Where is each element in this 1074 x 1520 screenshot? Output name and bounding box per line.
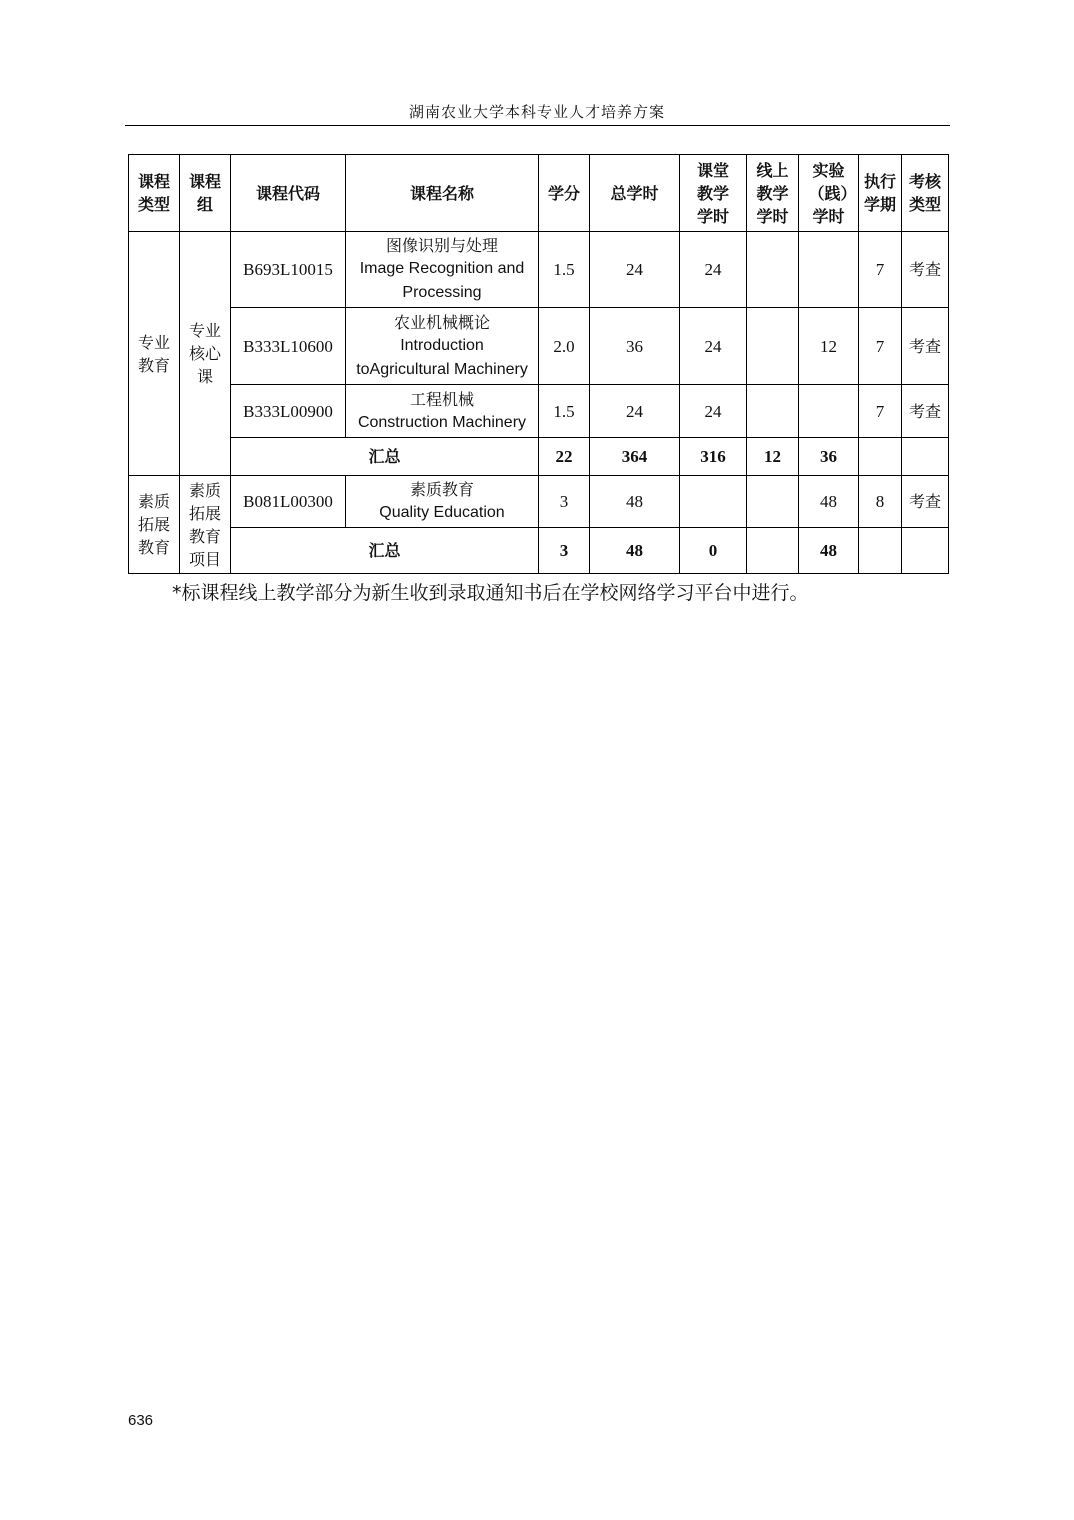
course-name-cn: 工程机械 [409, 389, 474, 409]
header-divider [125, 125, 950, 126]
course-table [128, 154, 949, 574]
total-hours: 36 [590, 308, 680, 385]
course-name-en: Introduction [400, 336, 484, 354]
course-group-cell: 素质拓展教育项目 [180, 476, 231, 574]
summary-total-hours: 364 [590, 438, 680, 476]
lab-hours [799, 232, 859, 308]
summary-semester [859, 528, 902, 574]
header-credits: 学分 [539, 155, 590, 232]
header-course-code: 课程代码 [231, 155, 346, 232]
header-total-hours: 总学时 [590, 155, 680, 232]
semester: 7 [859, 232, 902, 308]
summary-classroom-hours: 0 [680, 528, 747, 574]
header-course-type: 课程类型 [129, 155, 180, 232]
page-header-title: 湖南农业大学本科专业人才培养方案 [408, 103, 665, 121]
assessment-type: 考查 [902, 385, 949, 438]
course-code: B693L10015 [231, 232, 346, 308]
course-code: B333L00900 [231, 385, 346, 438]
header-semester: 执行学期 [859, 155, 902, 232]
classroom-hours: 24 [680, 232, 747, 308]
lab-hours: 48 [799, 476, 859, 528]
course-group-cell: 专业核心课 [180, 232, 231, 476]
header-course-name: 课程名称 [346, 155, 539, 232]
table-row [129, 476, 949, 528]
course-type-cell: 专业教育 [129, 232, 180, 476]
course-name-en: Construction Machinery [357, 413, 527, 431]
summary-online-hours: 12 [747, 438, 799, 476]
header-classroom-hours: 课堂教学学时 [680, 155, 747, 232]
summary-label: 汇总 [231, 438, 539, 476]
summary-assessment [902, 438, 949, 476]
classroom-hours [680, 476, 747, 528]
course-name [346, 308, 539, 385]
classroom-hours: 24 [680, 308, 747, 385]
header-online-hours: 线上教学学时 [747, 155, 799, 232]
header-course-group: 课程组 [180, 155, 231, 232]
summary-classroom-hours: 316 [680, 438, 747, 476]
online-hours [747, 385, 799, 438]
credits: 1.5 [539, 385, 590, 438]
course-name [346, 385, 539, 438]
assessment-type: 考查 [902, 308, 949, 385]
lab-hours [799, 385, 859, 438]
course-name-cn: 图像识别与处理 [385, 236, 498, 255]
summary-online-hours [747, 528, 799, 574]
semester: 8 [859, 476, 902, 528]
credits: 3 [539, 476, 590, 528]
summary-credits: 3 [539, 528, 590, 574]
total-hours: 24 [590, 232, 680, 308]
total-hours: 48 [590, 476, 680, 528]
summary-label: 汇总 [231, 528, 539, 574]
assessment-type: 考查 [902, 232, 949, 308]
course-type-cell: 素质拓展教育 [129, 476, 180, 574]
summary-semester [859, 438, 902, 476]
course-name-en-cont: Processing [402, 284, 482, 301]
course-name-en-cont: toAgricultural Machinery [356, 360, 528, 378]
header-assessment: 考核类型 [902, 155, 949, 232]
online-hours [747, 232, 799, 308]
online-hours [747, 308, 799, 385]
course-name [346, 232, 539, 308]
footnote: *标课程线上教学部分为新生收到录取通知书后在学校网络学习平台中进行。 [172, 582, 809, 604]
course-name-cn: 农业机械概论 [393, 312, 490, 332]
classroom-hours: 24 [680, 385, 747, 438]
semester: 7 [859, 308, 902, 385]
summary-row [129, 528, 949, 574]
assessment-type: 考查 [902, 476, 949, 528]
course-name-en: Image Recognition and [359, 260, 525, 277]
summary-credits: 22 [539, 438, 590, 476]
summary-row [129, 438, 949, 476]
lab-hours: 12 [799, 308, 859, 385]
summary-lab-hours: 48 [799, 528, 859, 574]
credits: 2.0 [539, 308, 590, 385]
course-code: B081L00300 [231, 476, 346, 528]
credits: 1.5 [539, 232, 590, 308]
semester: 7 [859, 385, 902, 438]
total-hours: 24 [590, 385, 680, 438]
course-name [346, 476, 539, 528]
header-lab-hours: 实验（践）学时 [799, 155, 859, 232]
course-name-cn: 素质教育 [409, 480, 474, 499]
table-row [129, 385, 949, 438]
course-name-en: Quality Education [379, 504, 505, 521]
table-row [129, 232, 949, 308]
table-header-row [129, 155, 949, 232]
table-row [129, 308, 949, 385]
page-number: 636 [128, 1412, 154, 1429]
course-code: B333L10600 [231, 308, 346, 385]
online-hours [747, 476, 799, 528]
summary-total-hours: 48 [590, 528, 680, 574]
summary-assessment [902, 528, 949, 574]
summary-lab-hours: 36 [799, 438, 859, 476]
